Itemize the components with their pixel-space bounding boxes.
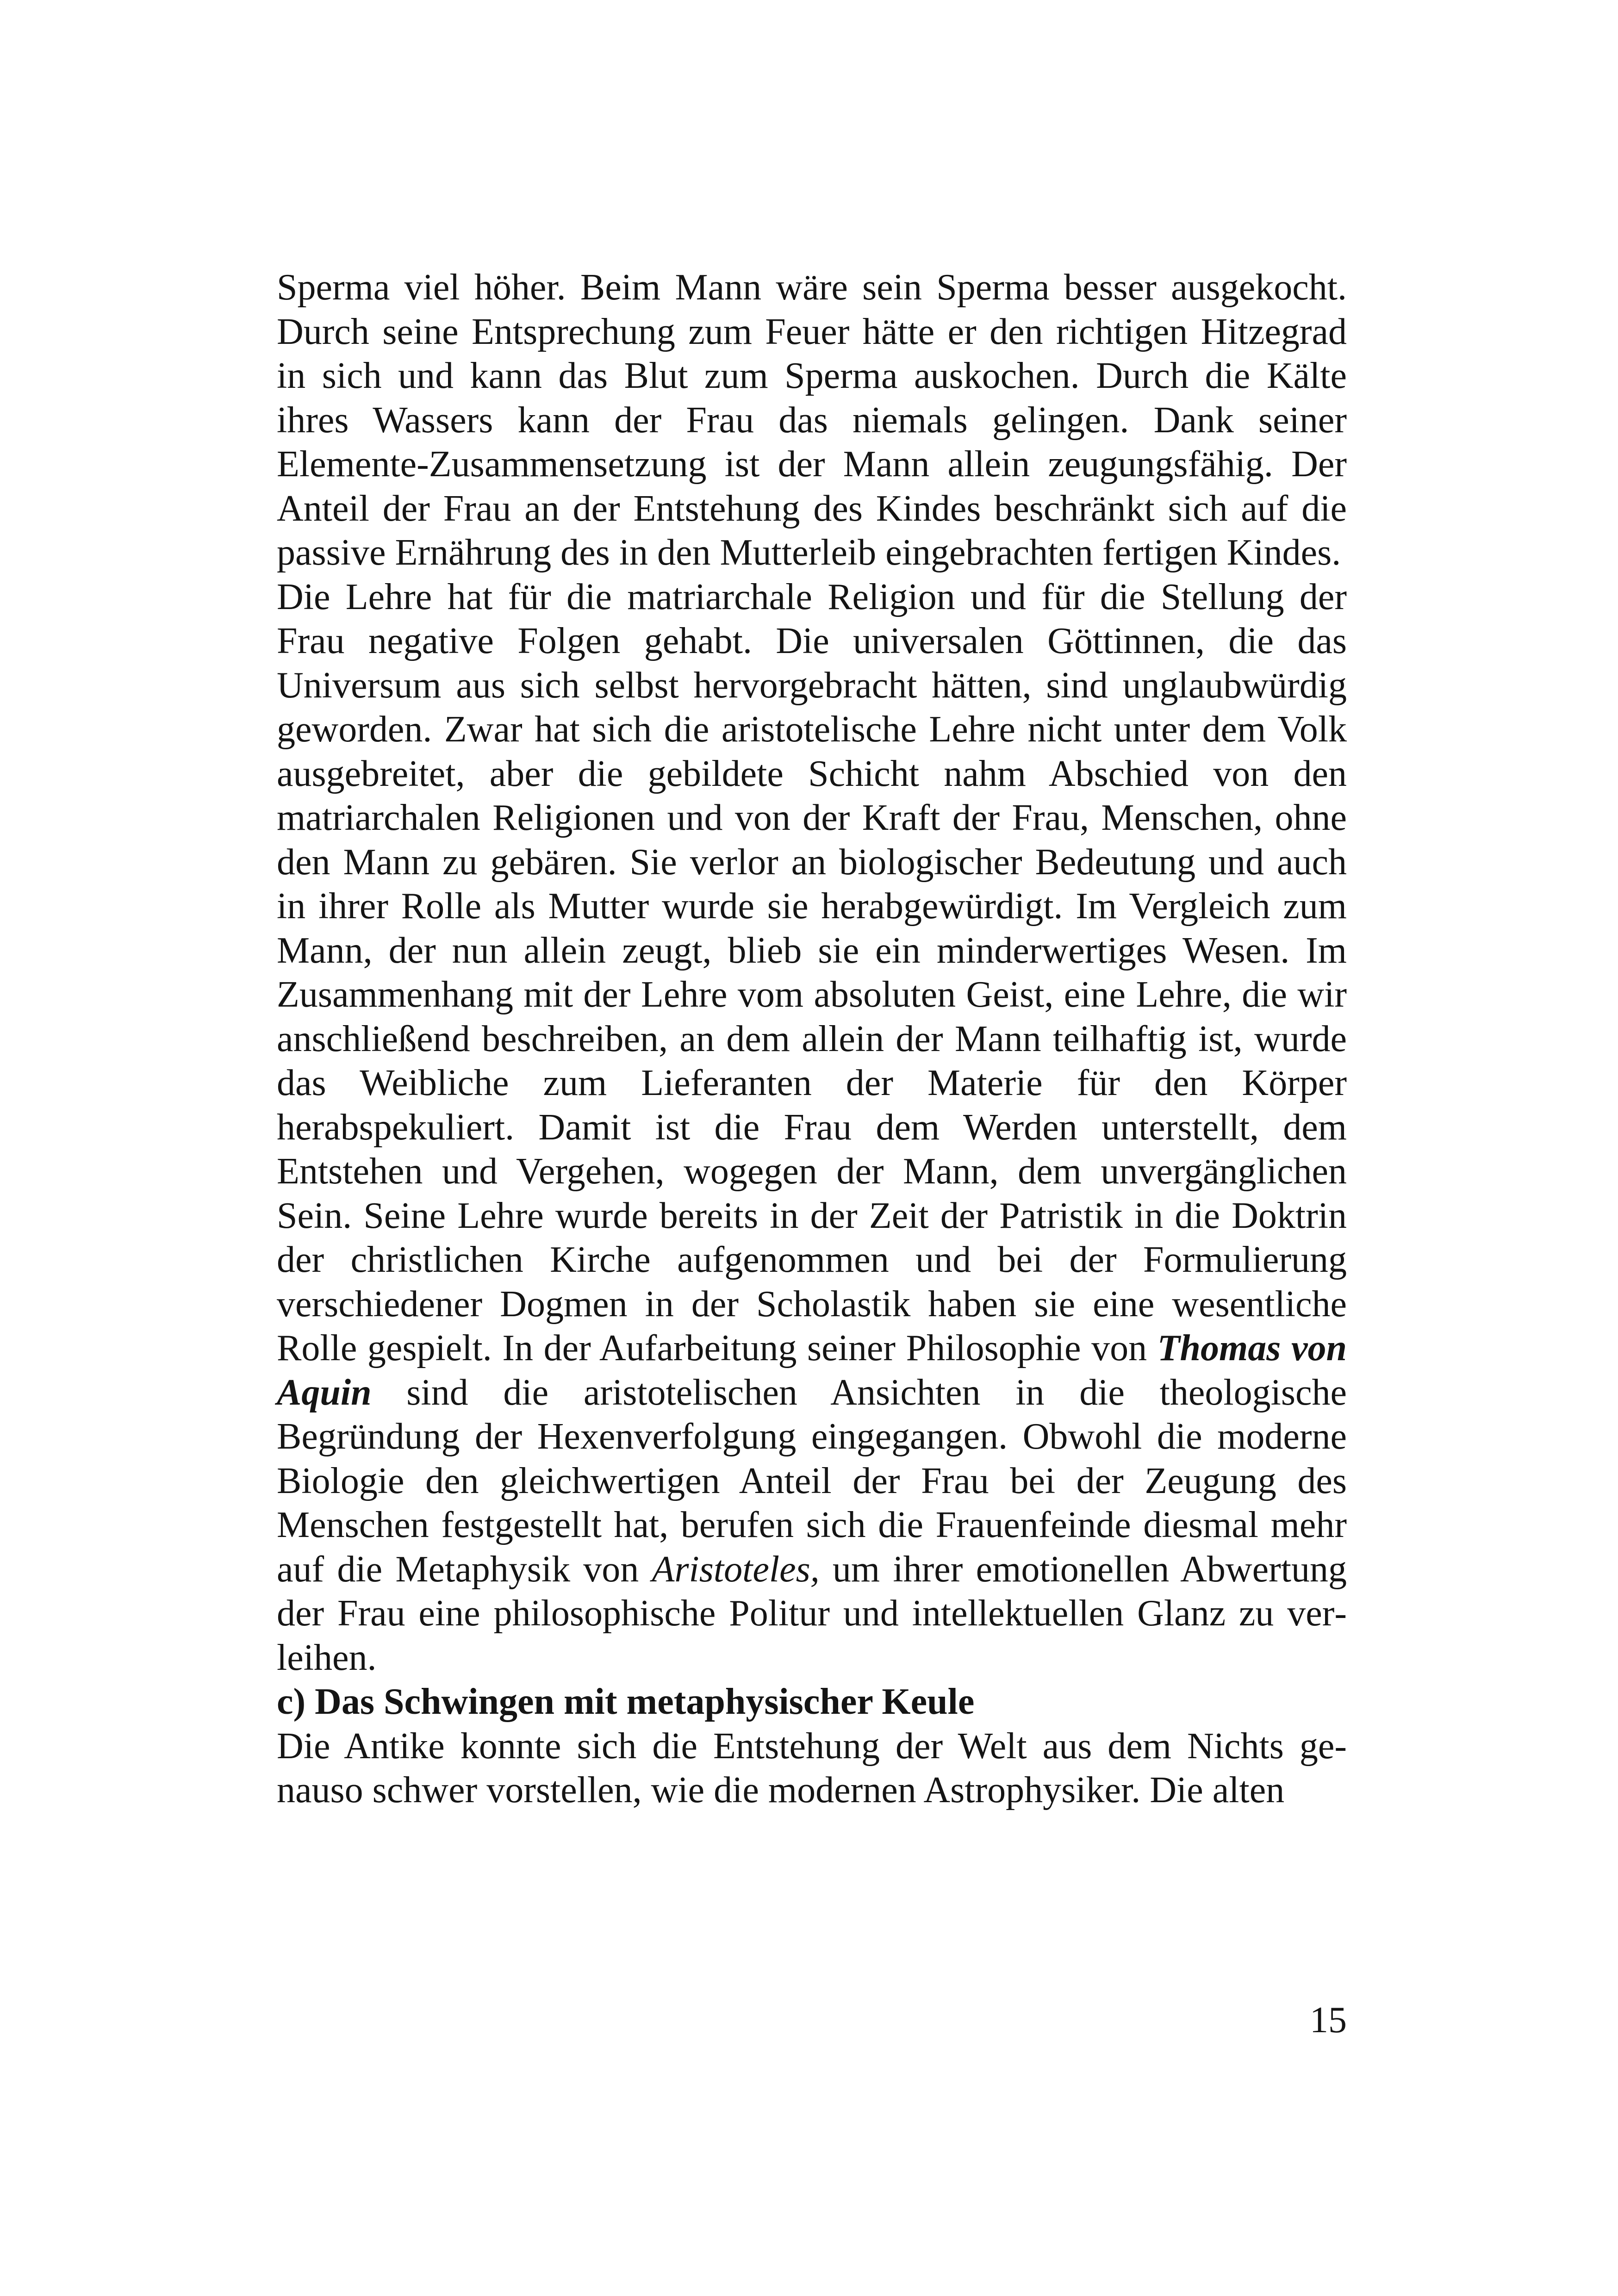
paragraph-2-text-a: Die Lehre hat für die matriarchale Religion und für die Stellung der Frau negative Folgen gehabt. Die universalen Göttinnen, die das Universum aus sich selbst hervorgebracht hätten, sind unglaubwürdig geworden. Zwar hat sich die aristotelische Lehre nicht unter dem Volk ausgebreitet, aber die gebildete Schicht nahm Abschied von den matriarchalen Religionen und von der Kraft der Frau, Menschen, ohne den Mann zu gebären. Sie verlor an biologischer Bedeutung und auch in ihrer Rolle als Mutter wurde sie herabgewürdigt. Im Vergleich zum Mann, der nun allein zeugt, blieb sie ein minderwertiges Wesen. Im Zusammenhang mit der Lehre vom absoluten Geist, eine Lehre, die wir anschließend beschreiben, an dem allein der Mann teilhaftig ist, wurde das Weibliche zum Lieferanten der Materie für den Körper herabspekuliert. Damit ist die Frau dem Werden unterstellt, dem Entstehen und Vergehen, wogegen der Mann, dem unvergänglichen Sein. Seine Lehre wurde bereits in der Zeit der Patristik in die Doktrin der christlichen Kirche aufgenommen und bei der Formulierung verschiedener Dogmen in der Scholastik haben sie eine wesentliche Rolle gespielt. In der Aufarbeitung seiner Philosophie von	[277, 576, 1347, 1369]
paragraph-1: Sperma viel höher. Beim Mann wäre sein Sperma besser ausgekocht. Durch seine Entsprechung zum Feuer hätte er den richtigen Hitzegrad in sich und kann das Blut zum Sperma auskochen. Durch die Kälte ihres Wassers kann der Frau das niemals gelingen. Dank seiner Elemente-Zusammensetzung ist der Mann allein zeugungsfähig. Der Anteil der Frau an der Entstehung des Kindes beschränkt sich auf die passive Ernährung des in den Mutterleib eingebrachten fertigen Kindes.	[277, 267, 1347, 573]
name-aristoteles: Aristoteles,	[652, 1549, 820, 1590]
paragraph-2-text-c: um ihrer emotionellen Abwertung der Frau eine philosophische Politur und intellektuellen Glanz zu verleihen.	[277, 1549, 1347, 1678]
paragraph-2-text-b: sind die aristotelischen Ansichten in die theologische Begründung der Hexenverfolgung eingegangen. Obwohl die moderne Biologie den gleichwertigen Anteil der Frau bei der Zeugung des Menschen festgestellt hat, berufen sich die Frauenfeinde diesmal mehr auf die Metaphysik von	[277, 1372, 1347, 1590]
section-heading: c) Das Schwingen mit metaphysischer Keule	[277, 1681, 975, 1722]
paragraph-2	[277, 575, 1347, 1680]
page-number: 15	[1310, 2000, 1347, 2041]
name-thomas-von-aquin: Thomas von Aquin	[277, 1328, 1347, 1413]
body-text	[277, 266, 1347, 1813]
paragraph-3: Die Antike konnte sich die Entstehung der Welt aus dem Nichts genauso schwer vorstellen, wie die modernen Astrophysiker. Die alten	[277, 1725, 1347, 1811]
